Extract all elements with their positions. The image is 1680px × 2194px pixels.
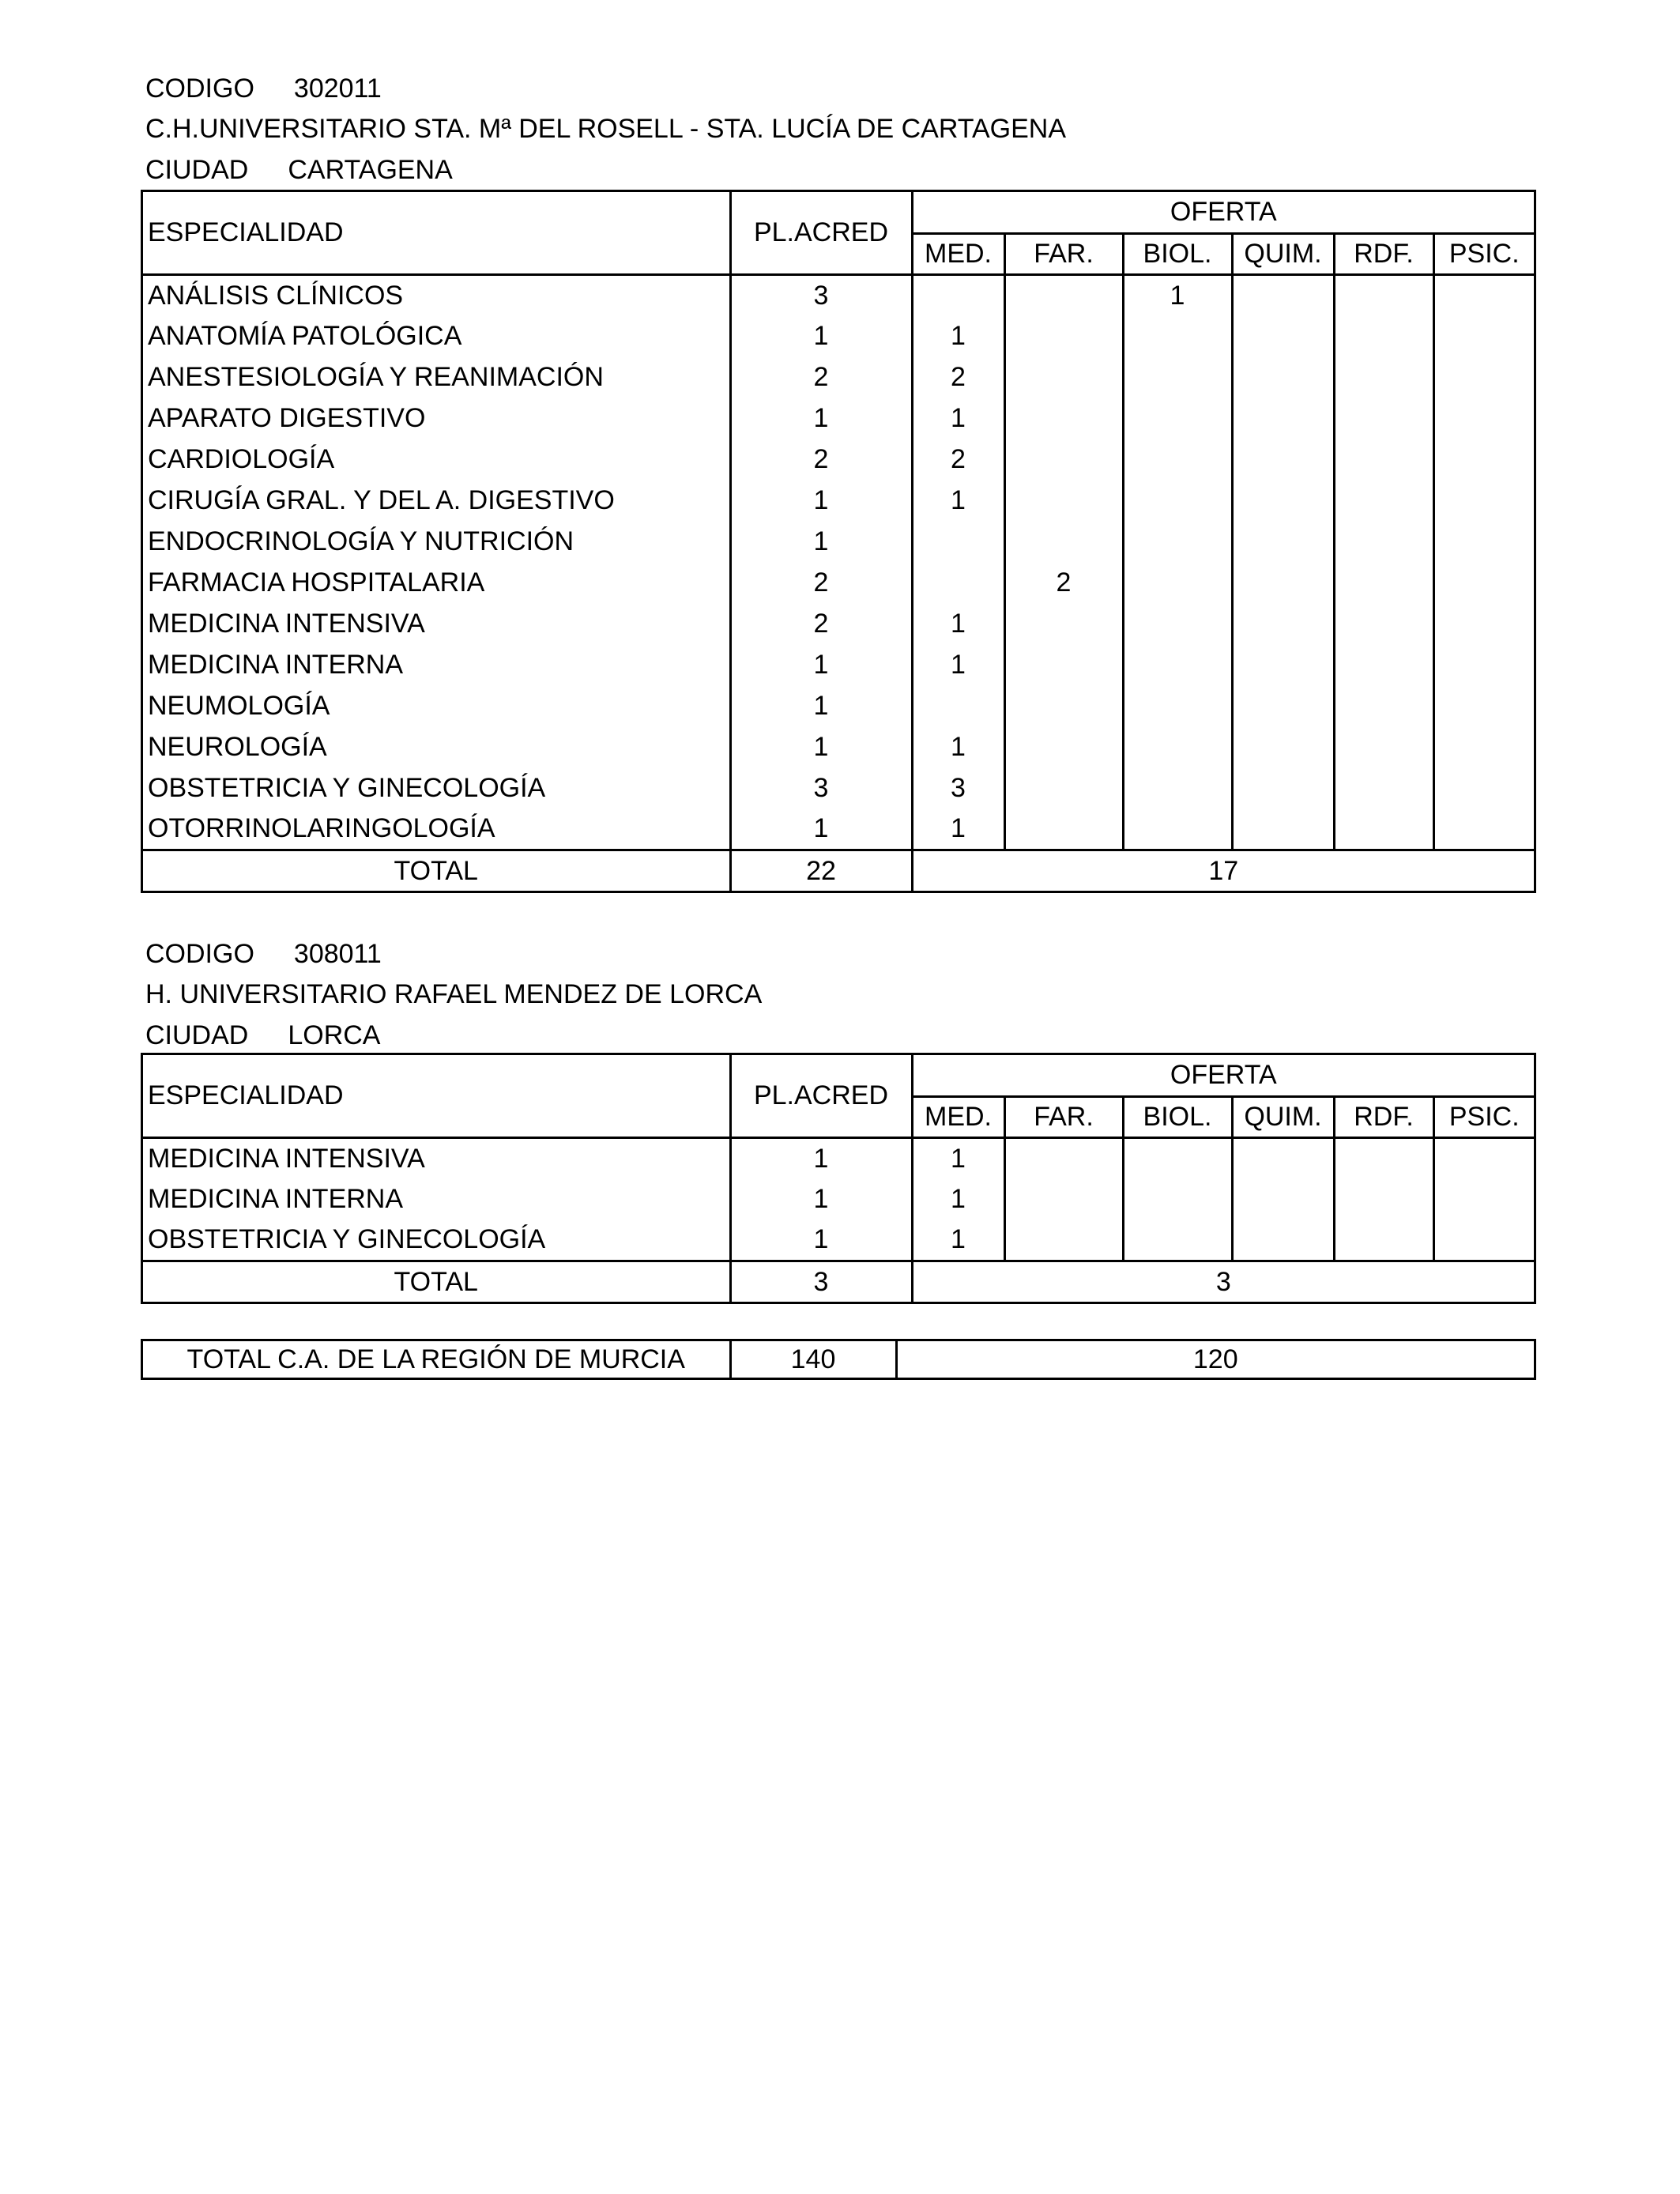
cell-psic [1433, 356, 1534, 398]
cell-psic [1433, 274, 1534, 315]
cell-especialidad: ANESTESIOLOGÍA Y REANIMACIÓN [143, 356, 730, 398]
cell-biol [1123, 521, 1232, 562]
cell-rdf [1334, 562, 1433, 603]
cell-med: 1 [912, 315, 1004, 356]
cell-biol [1123, 1137, 1232, 1178]
cell-med: 1 [912, 1220, 1004, 1261]
table-row [143, 439, 1534, 480]
cell-far [1004, 1178, 1123, 1220]
cell-quim [1232, 809, 1334, 850]
cell-especialidad: OBSTETRICIA Y GINECOLOGÍA [143, 1220, 730, 1261]
cell-especialidad: MEDICINA INTENSIVA [143, 603, 730, 644]
cell-rdf [1334, 521, 1433, 562]
table-row [143, 274, 1534, 315]
cell-rdf [1334, 767, 1433, 809]
cell-quim [1232, 562, 1334, 603]
header-biol: BIOL. [1123, 233, 1232, 274]
cell-rdf [1334, 1137, 1433, 1178]
cell-biol [1123, 398, 1232, 439]
cell-psic [1433, 603, 1534, 644]
cell-rdf [1334, 480, 1433, 521]
cell-placred: 2 [730, 562, 912, 603]
total-oferta: 17 [912, 850, 1534, 891]
total-row [143, 1261, 1534, 1302]
cell-far [1004, 1220, 1123, 1261]
cell-placred: 3 [730, 767, 912, 809]
header-placred: PL.ACRED [730, 1055, 912, 1137]
cell-placred: 1 [730, 480, 912, 521]
cell-especialidad: ENDOCRINOLOGÍA Y NUTRICIÓN [143, 521, 730, 562]
cell-quim [1232, 521, 1334, 562]
cell-especialidad: MEDICINA INTERNA [143, 644, 730, 685]
cell-placred: 2 [730, 439, 912, 480]
cell-psic [1433, 767, 1534, 809]
total-row [143, 850, 1534, 891]
total-placred: 22 [730, 850, 912, 891]
cell-med [912, 562, 1004, 603]
cell-biol [1123, 562, 1232, 603]
cell-biol [1123, 1178, 1232, 1220]
grand-total-label: TOTAL C.A. DE LA REGIÓN DE MURCIA [143, 1341, 730, 1378]
cell-med [912, 685, 1004, 726]
cell-psic [1433, 726, 1534, 767]
cell-quim [1232, 644, 1334, 685]
cell-psic [1433, 315, 1534, 356]
cell-quim [1232, 685, 1334, 726]
codigo-value: 302011 [293, 74, 382, 104]
total-placred: 3 [730, 1261, 912, 1302]
grand-total-table [141, 1339, 1536, 1380]
cell-rdf [1334, 356, 1433, 398]
cell-placred: 3 [730, 274, 912, 315]
cell-med: 1 [912, 1178, 1004, 1220]
cell-especialidad: CARDIOLOGÍA [143, 439, 730, 480]
hospital-2-city-line [145, 1022, 380, 1049]
table-row [143, 1220, 1534, 1261]
header-oferta: OFERTA [912, 192, 1534, 233]
cell-placred: 1 [730, 1220, 912, 1261]
cell-med: 1 [912, 603, 1004, 644]
cell-placred: 1 [730, 644, 912, 685]
cell-quim [1232, 274, 1334, 315]
header-far: FAR. [1004, 1096, 1123, 1137]
header-especialidad: ESPECIALIDAD [143, 1055, 730, 1137]
codigo-label: CODIGO [145, 74, 254, 104]
table-row [143, 1178, 1534, 1220]
cell-biol [1123, 356, 1232, 398]
cell-rdf [1334, 1178, 1433, 1220]
table-row [143, 356, 1534, 398]
grand-total-placred: 140 [730, 1341, 896, 1378]
cell-especialidad: FARMACIA HOSPITALARIA [143, 562, 730, 603]
cell-quim [1232, 1137, 1334, 1178]
cell-psic [1433, 809, 1534, 850]
cell-med: 1 [912, 480, 1004, 521]
ciudad-value: LORCA [288, 1020, 381, 1050]
cell-especialidad: MEDICINA INTENSIVA [143, 1137, 730, 1178]
cell-placred: 1 [730, 685, 912, 726]
header-psic: PSIC. [1433, 1096, 1534, 1137]
header-far: FAR. [1004, 233, 1123, 274]
cell-quim [1232, 398, 1334, 439]
cell-rdf [1334, 439, 1433, 480]
cell-biol: 1 [1123, 274, 1232, 315]
cell-quim [1232, 767, 1334, 809]
cell-psic [1433, 1137, 1534, 1178]
total-label: TOTAL [143, 850, 730, 891]
cell-quim [1232, 480, 1334, 521]
cell-psic [1433, 1220, 1534, 1261]
header-quim: QUIM. [1232, 1096, 1334, 1137]
cell-biol [1123, 603, 1232, 644]
cell-quim [1232, 726, 1334, 767]
cell-placred: 1 [730, 1137, 912, 1178]
hospital-1-code-line [145, 75, 382, 102]
codigo-value: 308011 [293, 939, 382, 969]
cell-biol [1123, 1220, 1232, 1261]
hospital-1-table [141, 190, 1536, 893]
cell-biol [1123, 480, 1232, 521]
cell-especialidad: ANÁLISIS CLÍNICOS [143, 274, 730, 315]
table-row [143, 685, 1534, 726]
cell-med: 3 [912, 767, 1004, 809]
cell-far [1004, 644, 1123, 685]
total-oferta: 3 [912, 1261, 1534, 1302]
hospital-2-table [141, 1053, 1536, 1304]
cell-psic [1433, 685, 1534, 726]
cell-far [1004, 398, 1123, 439]
cell-psic [1433, 521, 1534, 562]
table-row [143, 767, 1534, 809]
cell-med: 1 [912, 1137, 1004, 1178]
cell-med: 1 [912, 726, 1004, 767]
cell-placred: 1 [730, 315, 912, 356]
ciudad-value: CARTAGENA [288, 155, 453, 185]
cell-far [1004, 603, 1123, 644]
cell-placred: 1 [730, 398, 912, 439]
cell-placred: 1 [730, 1178, 912, 1220]
cell-especialidad: MEDICINA INTERNA [143, 1178, 730, 1220]
cell-med: 1 [912, 809, 1004, 850]
header-med: MED. [912, 1096, 1004, 1137]
cell-rdf [1334, 685, 1433, 726]
cell-quim [1232, 356, 1334, 398]
cell-especialidad: APARATO DIGESTIVO [143, 398, 730, 439]
cell-far [1004, 480, 1123, 521]
cell-quim [1232, 439, 1334, 480]
ciudad-label: CIUDAD [145, 155, 249, 185]
cell-med: 1 [912, 644, 1004, 685]
grand-total-row [143, 1341, 1534, 1378]
cell-placred: 1 [730, 521, 912, 562]
cell-rdf [1334, 726, 1433, 767]
cell-especialidad: OTORRINOLARINGOLOGÍA [143, 809, 730, 850]
cell-med [912, 274, 1004, 315]
table-row [143, 521, 1534, 562]
cell-biol [1123, 315, 1232, 356]
cell-rdf [1334, 398, 1433, 439]
cell-far [1004, 356, 1123, 398]
cell-biol [1123, 439, 1232, 480]
table-row [143, 480, 1534, 521]
header-rdf: RDF. [1334, 1096, 1433, 1137]
cell-far [1004, 726, 1123, 767]
cell-far [1004, 1137, 1123, 1178]
cell-med: 1 [912, 398, 1004, 439]
header-oferta: OFERTA [912, 1055, 1534, 1096]
hospital-2-name: H. UNIVERSITARIO RAFAEL MENDEZ DE LORCA [145, 979, 763, 1009]
total-label: TOTAL [143, 1261, 730, 1302]
header-quim: QUIM. [1232, 233, 1334, 274]
hospital-1-city-line [145, 156, 453, 183]
header-rdf: RDF. [1334, 233, 1433, 274]
cell-psic [1433, 398, 1534, 439]
cell-far [1004, 521, 1123, 562]
header-med: MED. [912, 233, 1004, 274]
table-row [143, 562, 1534, 603]
ciudad-label: CIUDAD [145, 1020, 249, 1050]
cell-placred: 2 [730, 603, 912, 644]
cell-biol [1123, 644, 1232, 685]
header-psic: PSIC. [1433, 233, 1534, 274]
cell-psic [1433, 1178, 1534, 1220]
table-row [143, 603, 1534, 644]
cell-placred: 1 [730, 809, 912, 850]
header-biol: BIOL. [1123, 1096, 1232, 1137]
cell-far [1004, 274, 1123, 315]
cell-rdf [1334, 603, 1433, 644]
cell-med [912, 521, 1004, 562]
cell-biol [1123, 809, 1232, 850]
cell-biol [1123, 685, 1232, 726]
cell-quim [1232, 315, 1334, 356]
table-row [143, 644, 1534, 685]
cell-rdf [1334, 809, 1433, 850]
table-row [143, 809, 1534, 850]
grand-total-oferta: 120 [1192, 1344, 1238, 1374]
hospital-1-name: C.H.UNIVERSITARIO STA. Mª DEL ROSELL - STA. LUCÍA DE CARTAGENA [145, 114, 1067, 144]
cell-quim [1232, 603, 1334, 644]
cell-quim [1232, 1220, 1334, 1261]
cell-far [1004, 767, 1123, 809]
cell-quim [1232, 1178, 1334, 1220]
cell-psic [1433, 439, 1534, 480]
cell-far [1004, 315, 1123, 356]
table-row [143, 398, 1534, 439]
table-row [143, 1137, 1534, 1178]
cell-especialidad: NEUMOLOGÍA [143, 685, 730, 726]
cell-rdf [1334, 1220, 1433, 1261]
cell-placred: 2 [730, 356, 912, 398]
cell-far [1004, 439, 1123, 480]
header-especialidad: ESPECIALIDAD [143, 192, 730, 274]
table-row [143, 315, 1534, 356]
cell-rdf [1334, 315, 1433, 356]
cell-psic [1433, 480, 1534, 521]
cell-rdf [1334, 274, 1433, 315]
cell-especialidad: ANATOMÍA PATOLÓGICA [143, 315, 730, 356]
cell-med: 2 [912, 439, 1004, 480]
cell-psic [1433, 562, 1534, 603]
cell-especialidad: CIRUGÍA GRAL. Y DEL A. DIGESTIVO [143, 480, 730, 521]
cell-far [1004, 809, 1123, 850]
table-row [143, 726, 1534, 767]
cell-biol [1123, 767, 1232, 809]
header-placred: PL.ACRED [730, 192, 912, 274]
cell-especialidad: NEUROLOGÍA [143, 726, 730, 767]
hospital-2-code-line [145, 941, 382, 967]
cell-far [1004, 685, 1123, 726]
codigo-label: CODIGO [145, 939, 254, 969]
cell-especialidad: OBSTETRICIA Y GINECOLOGÍA [143, 767, 730, 809]
cell-far: 2 [1004, 562, 1123, 603]
cell-placred: 1 [730, 726, 912, 767]
cell-biol [1123, 726, 1232, 767]
cell-psic [1433, 644, 1534, 685]
cell-med: 2 [912, 356, 1004, 398]
cell-rdf [1334, 644, 1433, 685]
